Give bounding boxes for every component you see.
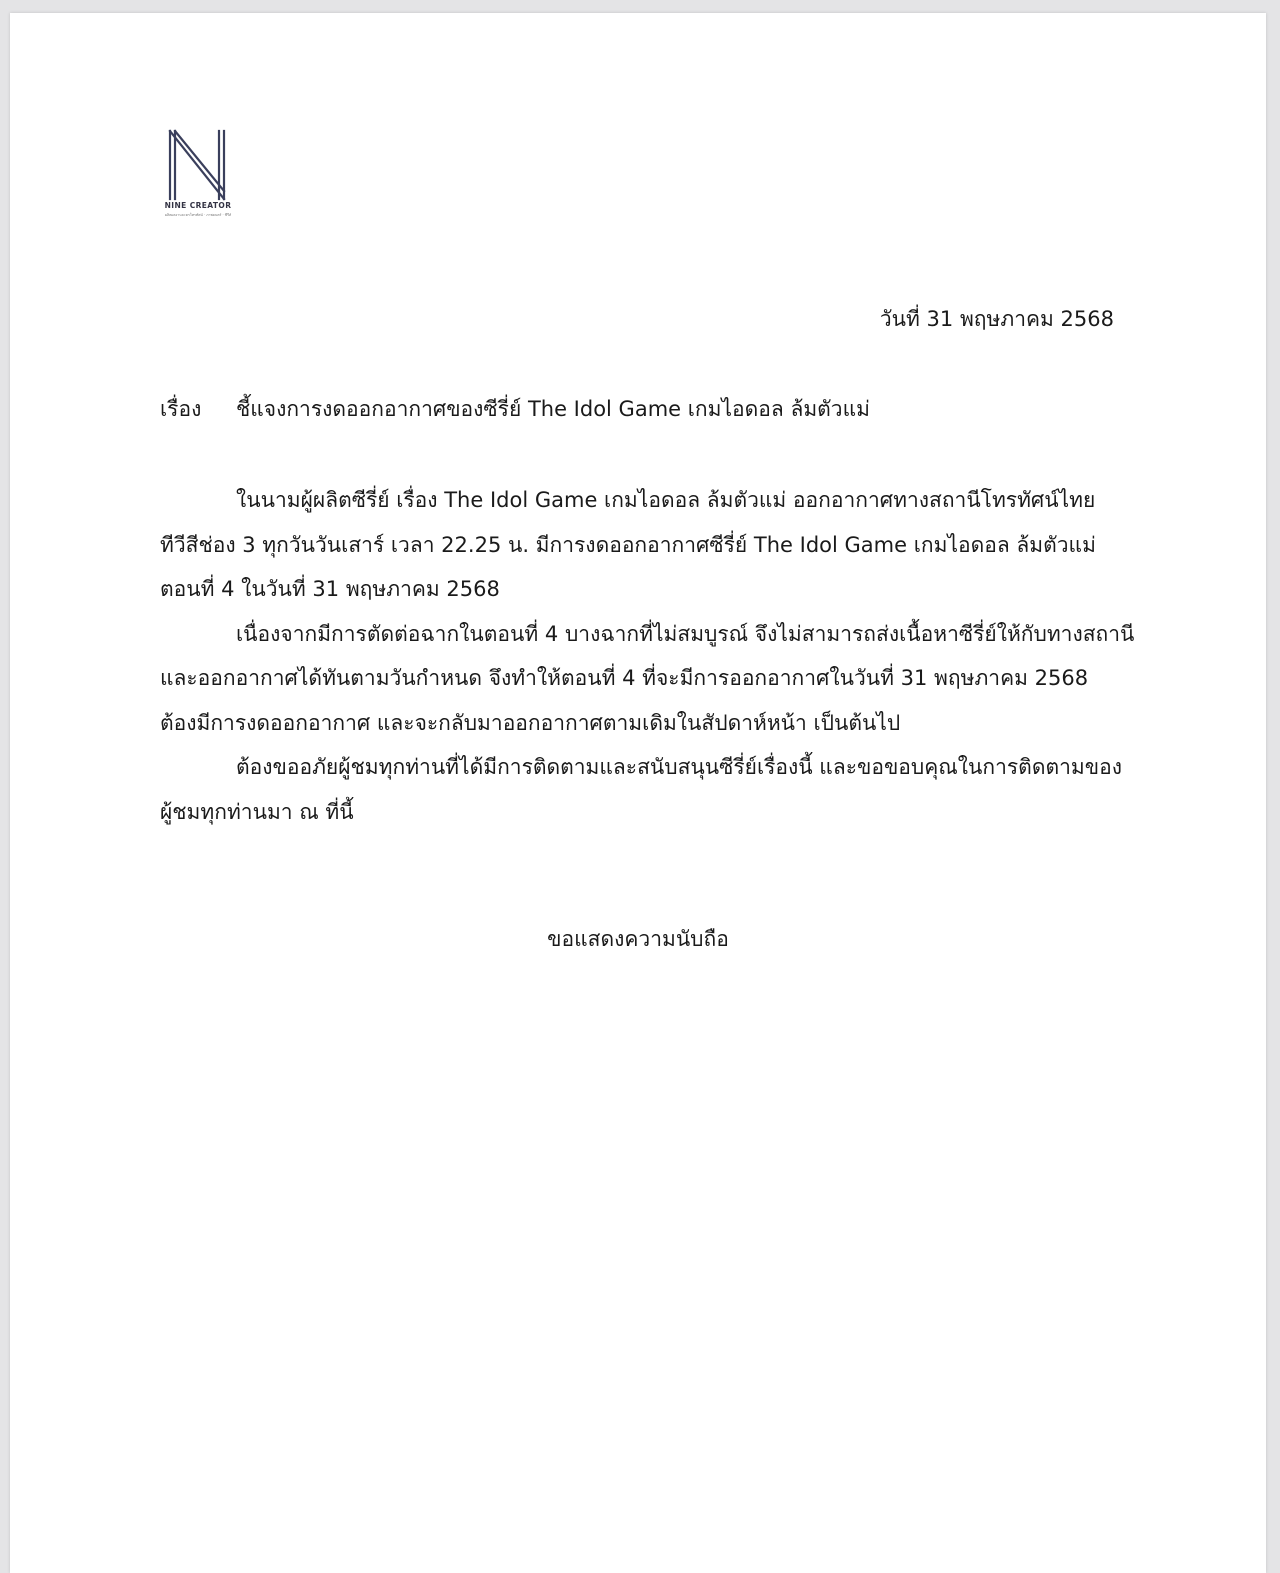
logo-company-name: NINE CREATOR [164, 201, 232, 210]
letter-subject [160, 393, 870, 426]
paragraph-1-line: ทีวีสีช่อง 3 ทุกวันวันเสาร์ เวลา 22.25 น. มีการงดออกอากาศซีรี่ย์ The Idol Game เกมไอดอล ล้มตัวแม่ [160, 532, 1096, 557]
paragraph-2-line: เนื่องจากมีการตัดต่อฉากในตอนที่ 4 บางฉากที่ไม่สมบูรณ์ จึงไม่สามารถส่งเนื้อหาซีรี่ย์ให้กับทางสถานี [236, 621, 1135, 646]
paragraph-3-line: ผู้ชมทุกท่านมา ณ ที่นี้ [160, 799, 354, 824]
logo-tagline: ผลิตผลงานละครโทรทัศน์ · ภาพยนตร์ · ซีรีส์ [164, 213, 232, 217]
paragraph-2-line: และออกอากาศได้ทันตามวันกำหนด จึงทำให้ตอนที่ 4 ที่จะมีการออกอากาศในวันที่ 31 พฤษภาคม 2568 [160, 666, 1089, 690]
letter-date: วันที่ 31 พฤษภาคม 2568 [879, 307, 1114, 331]
paragraph-1-line: ในนามผู้ผลิตซีรี่ย์ เรื่อง The Idol Game เกมไอดอล ล้มตัวแม่ ออกอากาศทางสถานีโทรทัศน์ไทย [236, 488, 1096, 512]
subject-label: เรื่อง [160, 397, 202, 421]
letter-n-logo-icon [166, 129, 230, 201]
paragraph-3-line: ต้องขออภัยผู้ชมทุกท่านที่ได้มีการติดตามและสนับสนุนซีรี่ย์เรื่องนี้ และขอขอบคุณในการติดตามของ [236, 755, 1122, 779]
company-logo [158, 129, 238, 219]
letter-closing: ขอแสดงความนับถือ [547, 927, 729, 951]
letter-body [160, 478, 1135, 834]
paragraph-2-line: ต้องมีการงดออกอากาศ และจะกลับมาออกอากาศตามเดิมในสัปดาห์หน้า เป็นต้นไป [160, 710, 901, 735]
paragraph-1-line: ตอนที่ 4 ในวันที่ 31 พฤษภาคม 2568 [160, 577, 500, 601]
subject-text: ชี้แจงการงดออกอากาศของซีรี่ย์ The Idol Game เกมไอดอล ล้มตัวแม่ [236, 397, 870, 421]
